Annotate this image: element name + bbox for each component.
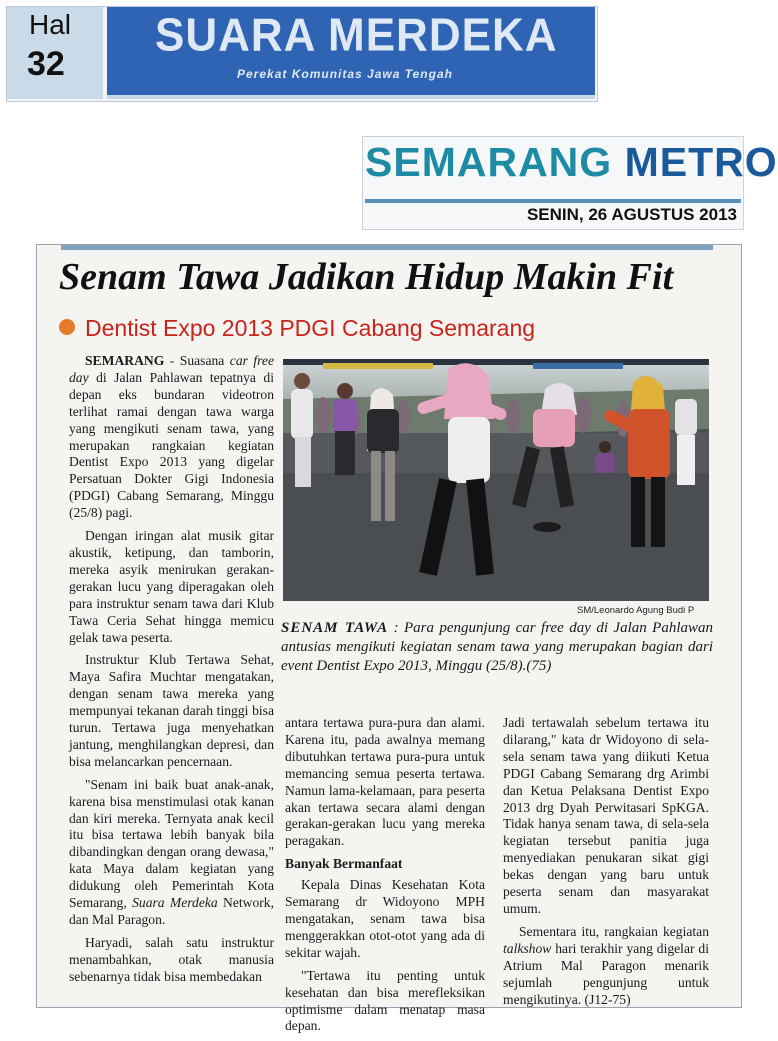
photo-credit: SM/Leonardo Agung Budi P <box>577 605 695 616</box>
paragraph-7: "Tertawa itu penting untuk kesehatan dan bisa merefleksikan optimisme dalam menatap masa depan. <box>285 967 485 1034</box>
paragraph-2: Dengan iringan alat musik gitar akustik, ketipung, dan tamborin, mereka asyik menirukan gerakan-gerakan lucu yang diperagakan oleh para instruktur senam tawa dari Klub Tawa Ceria Sehat hingga memicu gelak tawa peserta. <box>69 528 274 645</box>
paragraph-7-continued: Jadi tertawalah sebelum tertawa itu dilarang," kata dr Widoyono di sela-sela senam tawa yang diikuti Ketua PDGI Cabang Semarang drg Arimbi dan Ketua Pelaksana Dentist Expo 2013 drg Dyah Perwitasari SpKGA. Tidak hanya senam tawa, di sela-sela kegiatan tersebut panitia juga menyediakan penukaran sikat gigi bekas dengan yang baru untuk peserta senam dan masyarakat umum. <box>503 715 709 916</box>
issue-date: SENIN, 26 AGUSTUS 2013 <box>526 205 737 224</box>
article-column-middle <box>285 715 485 1041</box>
page-number-box <box>7 7 103 99</box>
paragraph-8 <box>503 924 709 1009</box>
section-title-part1: SEMARANG <box>365 139 613 185</box>
caption-lead: SENAM TAWA <box>281 620 389 636</box>
paragraph-8-emphasis: talkshow <box>503 940 552 956</box>
caption-text: : Para pengunjung car free day di Jalan Pahlawan antusias mengikuti kegiatan senam tawa yang merupakan bagian dari event Dentist Expo 2013, Minggu (25/8).(75) <box>281 620 713 674</box>
paragraph-3: Instruktur Klub Tertawa Sehat, Maya Safira Muchtar mengatakan, dengan senam tawa mereka yang mempunyai tekanan darah tinggi bisa turun. Tertawa juga menyehatkan jantung, menghilangkan depresi, dan bisa melancarkan pencernaan. <box>69 652 274 769</box>
article-column-left <box>69 353 274 992</box>
page-number: 32 <box>27 45 65 83</box>
section-title <box>365 139 778 203</box>
paragraph-4 <box>69 777 274 929</box>
section-title-part2: METRO <box>624 139 778 185</box>
subheading: Banyak Bermanfaat <box>285 856 403 872</box>
paragraph-8-text-a: Sementara itu, rangkaian kegiatan <box>519 923 709 939</box>
dateline: SEMARANG <box>85 353 165 368</box>
paragraph-1 <box>69 353 274 522</box>
newspaper-tagline: Perekat Komunitas Jawa Tengah <box>237 67 453 81</box>
newspaper-masthead <box>6 6 598 102</box>
paragraph-1-emphasis: car free day <box>69 353 274 385</box>
article-subhead <box>59 315 729 342</box>
brand-banner <box>107 7 595 99</box>
paragraph-5-continued: antara tertawa pura-pura dan alami. Karena itu, pada awalnya memang dibutuhkan tertawa pura-pura untuk memancing semua peserta tertawa. Namun lama-kelamaan, para peserta akan tertawa secara alami dengan gerakan-gerakan lucu yang mereka peragakan. <box>285 715 485 849</box>
paragraph-1-text-b: di Jalan Pahlawan tepatnya di depan eks bundaran videotron terlihat ramai dengan tawa warga yang mengikuti senam tawa, yang merupakan rangkaian kegiatan Dentist Expo 2013 yang digelar Persatuan Dokter Gigi Indonesia (PDGI) Cabang Semarang, Minggu (25/8) pagi. <box>69 369 274 521</box>
paragraph-6: Kepala Dinas Kesehatan Kota Semarang dr Widoyono MPH mengatakan, senam tawa bisa menggerakkan otot-otot yang ada di sekitar wajah. <box>285 877 485 960</box>
orange-bullet-icon <box>59 319 75 335</box>
article-photo <box>283 359 709 601</box>
paragraph-5: Haryadi, salah satu instruktur menambahkan, otak manusia sebenarnya tidak bisa membedakan <box>69 934 274 984</box>
article <box>36 244 742 1034</box>
paragraph-8-text-b: hari terakhir yang digelar di Atrium Mal Paragon menarik sejumlah pengunjung untuk mengikutinya. (J12-75) <box>503 940 709 1007</box>
photo-illustration <box>283 359 709 601</box>
top-rule <box>61 245 713 250</box>
article-headline: Senam Tawa Jadikan Hidup Makin Fit <box>59 256 674 298</box>
paragraph-1-text-a: - Suasana <box>164 353 230 368</box>
article-subhead-text: Dentist Expo 2013 PDGI Cabang Semarang <box>85 315 536 341</box>
photo-caption <box>281 619 713 676</box>
page-label: Hal <box>29 9 72 40</box>
article-column-right <box>503 715 709 1014</box>
paragraph-4-emphasis: Suara Merdeka <box>132 895 218 911</box>
section-banner <box>362 136 778 230</box>
newspaper-logo: SUARA MERDEKA <box>155 9 558 62</box>
paragraph-4-text-b: Network, dan Mal Paragon. <box>69 895 274 927</box>
paragraph-4-text-a: "Senam ini baik buat anak-anak, karena bisa menstimulasi otak kanan dan kiri mereka. Ternyata anak kecil itu bisa tertawa lebih banyak bila dibandingkan dengan orang dewasa," kata Maya dalam kegiatan yang didukung oleh Pemerintah Kota Semarang, <box>69 776 274 911</box>
